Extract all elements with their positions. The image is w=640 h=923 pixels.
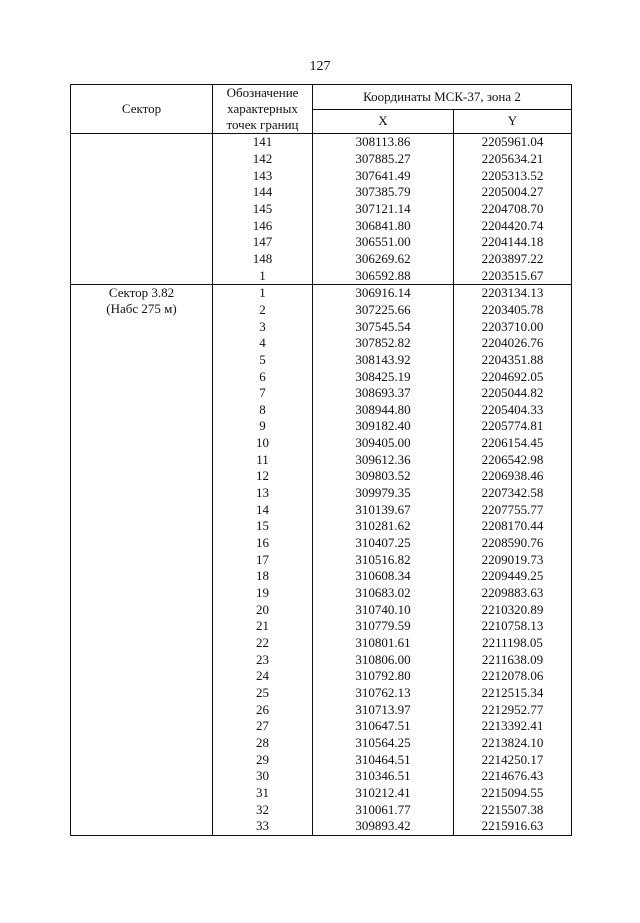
x-cell: 310061.77 — [313, 801, 454, 818]
y-cell: 2211638.09 — [454, 651, 572, 668]
x-cell: 310464.51 — [313, 751, 454, 768]
x-cell: 309893.42 — [313, 818, 454, 835]
y-cell: 2206154.45 — [454, 435, 572, 452]
point-cell: 146 — [213, 217, 313, 234]
point-cell: 147 — [213, 234, 313, 251]
x-cell: 310762.13 — [313, 685, 454, 702]
x-cell: 310407.25 — [313, 535, 454, 552]
point-cell: 13 — [213, 485, 313, 502]
x-cell: 309803.52 — [313, 468, 454, 485]
point-cell: 22 — [213, 635, 313, 652]
y-cell: 2206542.98 — [454, 451, 572, 468]
y-cell: 2205774.81 — [454, 418, 572, 435]
point-cell: 21 — [213, 618, 313, 635]
y-cell: 2209019.73 — [454, 551, 572, 568]
x-cell: 310779.59 — [313, 618, 454, 635]
point-cell: 15 — [213, 518, 313, 535]
point-cell: 10 — [213, 435, 313, 452]
y-cell: 2209883.63 — [454, 585, 572, 602]
y-cell: 2205313.52 — [454, 167, 572, 184]
point-cell: 1 — [213, 267, 313, 284]
point-cell: 148 — [213, 251, 313, 268]
x-cell: 307852.82 — [313, 335, 454, 352]
table-body — [71, 134, 572, 836]
page-number: 127 — [309, 59, 331, 74]
x-cell: 307641.49 — [313, 167, 454, 184]
y-cell: 2205004.27 — [454, 184, 572, 201]
x-cell: 309182.40 — [313, 418, 454, 435]
point-cell: 5 — [213, 352, 313, 369]
y-cell: 2209449.25 — [454, 568, 572, 585]
x-cell: 306269.62 — [313, 251, 454, 268]
x-cell: 307885.27 — [313, 151, 454, 168]
point-cell: 20 — [213, 601, 313, 618]
point-cell: 143 — [213, 167, 313, 184]
x-cell: 310647.51 — [313, 718, 454, 735]
y-cell: 2204708.70 — [454, 201, 572, 218]
y-cell: 2204420.74 — [454, 217, 572, 234]
point-cell: 7 — [213, 385, 313, 402]
header-x: X — [313, 109, 454, 134]
x-cell: 310792.80 — [313, 668, 454, 685]
point-cell: 18 — [213, 568, 313, 585]
point-cell: 33 — [213, 818, 313, 835]
x-cell: 310806.00 — [313, 651, 454, 668]
point-cell: 9 — [213, 418, 313, 435]
x-cell: 310139.67 — [313, 501, 454, 518]
y-cell: 2203405.78 — [454, 302, 572, 319]
x-cell: 307225.66 — [313, 302, 454, 319]
sector-elevation: (Набс 275 м) — [106, 300, 177, 316]
x-cell: 308693.37 — [313, 385, 454, 402]
point-cell: 28 — [213, 735, 313, 752]
x-cell: 308944.80 — [313, 402, 454, 419]
point-cell: 26 — [213, 701, 313, 718]
point-cell: 11 — [213, 451, 313, 468]
table-row — [71, 134, 572, 151]
x-cell: 309979.35 — [313, 485, 454, 502]
table-row — [71, 284, 572, 301]
header-y: Y — [454, 109, 572, 134]
x-cell: 308113.86 — [313, 134, 454, 151]
y-cell: 2206938.46 — [454, 468, 572, 485]
x-cell: 310740.10 — [313, 601, 454, 618]
y-cell: 2205044.82 — [454, 385, 572, 402]
y-cell: 2211198.05 — [454, 635, 572, 652]
x-cell: 306841.80 — [313, 217, 454, 234]
y-cell: 2207342.58 — [454, 485, 572, 502]
header-point-designation — [213, 85, 313, 134]
y-cell: 2207755.77 — [454, 501, 572, 518]
header-point-line2: характерных — [227, 101, 298, 116]
y-cell: 2214676.43 — [454, 768, 572, 785]
y-cell: 2215507.38 — [454, 801, 572, 818]
y-cell: 2208170.44 — [454, 518, 572, 535]
point-cell: 142 — [213, 151, 313, 168]
point-cell: 144 — [213, 184, 313, 201]
point-cell: 27 — [213, 718, 313, 735]
y-cell: 2210758.13 — [454, 618, 572, 635]
point-cell: 29 — [213, 751, 313, 768]
y-cell: 2204351.88 — [454, 352, 572, 369]
point-cell: 6 — [213, 368, 313, 385]
y-cell: 2205634.21 — [454, 151, 572, 168]
y-cell: 2215094.55 — [454, 785, 572, 802]
y-cell: 2203134.13 — [454, 284, 572, 301]
x-cell: 308143.92 — [313, 352, 454, 369]
point-cell: 1 — [213, 284, 313, 301]
x-cell: 306916.14 — [313, 284, 454, 301]
point-cell: 30 — [213, 768, 313, 785]
point-cell: 12 — [213, 468, 313, 485]
x-cell: 306551.00 — [313, 234, 454, 251]
sector-cell — [71, 134, 213, 285]
sector-cell — [71, 284, 213, 835]
point-cell: 3 — [213, 318, 313, 335]
y-cell: 2212515.34 — [454, 685, 572, 702]
x-cell: 310516.82 — [313, 551, 454, 568]
point-cell: 23 — [213, 651, 313, 668]
point-cell: 2 — [213, 302, 313, 319]
point-cell: 32 — [213, 801, 313, 818]
y-cell: 2203515.67 — [454, 267, 572, 284]
y-cell: 2204692.05 — [454, 368, 572, 385]
x-cell: 309405.00 — [313, 435, 454, 452]
x-cell: 308425.19 — [313, 368, 454, 385]
y-cell: 2208590.76 — [454, 535, 572, 552]
point-cell: 16 — [213, 535, 313, 552]
y-cell: 2210320.89 — [454, 601, 572, 618]
y-cell: 2205961.04 — [454, 134, 572, 151]
x-cell: 310346.51 — [313, 768, 454, 785]
x-cell: 306592.88 — [313, 267, 454, 284]
x-cell: 310281.62 — [313, 518, 454, 535]
x-cell: 307385.79 — [313, 184, 454, 201]
x-cell: 310564.25 — [313, 735, 454, 752]
point-cell: 14 — [213, 501, 313, 518]
point-cell: 17 — [213, 551, 313, 568]
y-cell: 2212078.06 — [454, 668, 572, 685]
x-cell: 309612.36 — [313, 451, 454, 468]
x-cell: 310713.97 — [313, 701, 454, 718]
sector-name: Сектор 3.82 — [108, 284, 175, 300]
y-cell: 2214250.17 — [454, 751, 572, 768]
point-cell: 19 — [213, 585, 313, 602]
x-cell: 310801.61 — [313, 635, 454, 652]
header-sector: Сектор — [71, 85, 213, 134]
y-cell: 2203710.00 — [454, 318, 572, 335]
x-cell: 310683.02 — [313, 585, 454, 602]
point-cell: 31 — [213, 785, 313, 802]
point-cell: 25 — [213, 685, 313, 702]
y-cell: 2215916.63 — [454, 818, 572, 835]
y-cell: 2203897.22 — [454, 251, 572, 268]
x-cell: 310608.34 — [313, 568, 454, 585]
point-cell: 4 — [213, 335, 313, 352]
table-header — [71, 85, 572, 134]
x-cell: 307121.14 — [313, 201, 454, 218]
y-cell: 2212952.77 — [454, 701, 572, 718]
header-point-line1: Обозначение — [226, 85, 299, 100]
x-cell: 307545.54 — [313, 318, 454, 335]
y-cell: 2204144.18 — [454, 234, 572, 251]
x-cell: 310212.41 — [313, 785, 454, 802]
header-coordinates-group: Координаты МСК-37, зона 2 — [313, 85, 572, 110]
point-cell: 24 — [213, 668, 313, 685]
y-cell: 2213392.41 — [454, 718, 572, 735]
header-point-line3: точек границ — [226, 117, 299, 132]
point-cell: 145 — [213, 201, 313, 218]
point-cell: 8 — [213, 402, 313, 419]
coordinates-table — [70, 84, 572, 836]
y-cell: 2213824.10 — [454, 735, 572, 752]
y-cell: 2204026.76 — [454, 335, 572, 352]
point-cell: 141 — [213, 134, 313, 151]
y-cell: 2205404.33 — [454, 402, 572, 419]
